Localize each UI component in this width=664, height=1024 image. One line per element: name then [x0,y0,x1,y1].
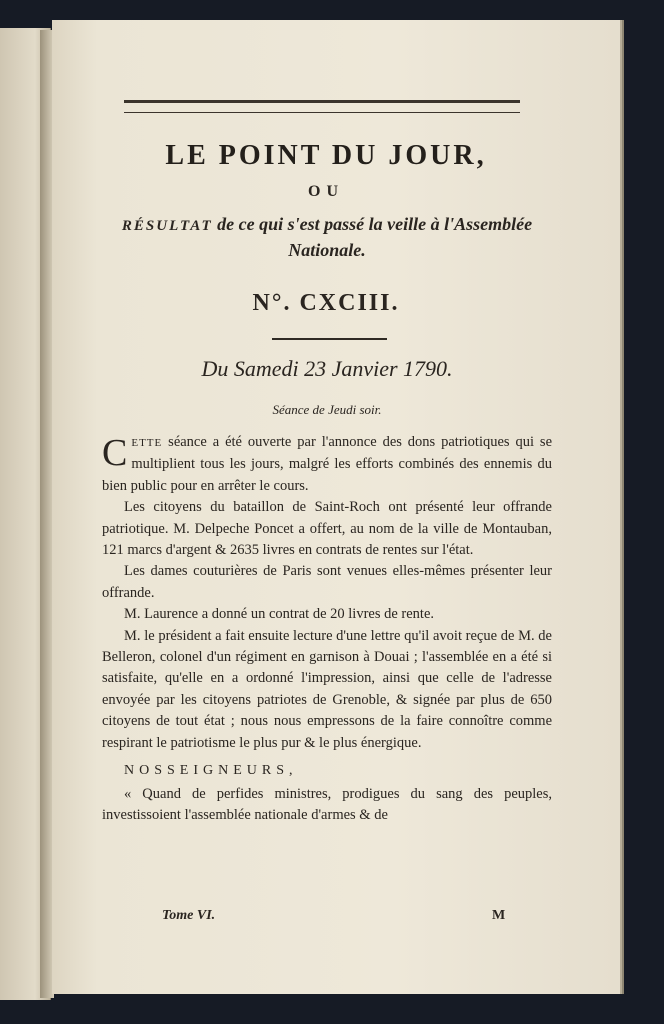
paragraph-5: M. le président a fait ensuite lecture d'une lettre qu'il avoit reçue de M. de Belleron, colonel d'un régiment en garnison à Douai ; l'assemblée en a été si satisfaite, qu'elle en a ordonné l'impression, ainsi que celle de l'adresse envoyée par les citoyens patriotes de Grenoble, & signée par plus de 650 citoyens de tout état ; nous nous empressons de la faire connoître comme respirant le patriotisme le plus pur & le plus énergique. [102,627,552,751]
volume-label: Tome VI. [162,908,216,923]
ornamental-rule [124,100,520,113]
paragraph-2: Les citoyens du bataillon de Saint-Roch ont présenté leur offrande patriotique. M. Delpeche Poncet a offert, au nom de la ville de Montauban, 121 marcs d'argent & 2635 livres en contrats de rentes sur l'état. [102,499,552,559]
article-body [102,432,552,826]
drop-cap: C [102,432,128,474]
issue-number: N°. CXCIII. [252,290,400,316]
paragraph-6: « Quand de perfides ministres, prodigues du sang des peuples, investissoient l'assemblée nationale d'armes & de [102,785,552,823]
paragraph-4: M. Laurence a donné un contrat de 20 livres de rente. [124,606,435,623]
drop-cap-lead: ETTE [131,437,163,449]
journal-subtitle [112,212,542,262]
paragraph-1 [102,432,552,497]
book-page [52,20,620,994]
subtitle-lead: RÉSULTAT [121,218,213,234]
journal-title: LE POINT DU JOUR, [165,140,487,171]
paragraph-3: Les dames couturières de Paris sont venues elles-mêmes présenter leur offrande. [102,563,552,601]
issue-date: Du Samedi 23 Janvier 1790. [201,356,453,381]
session-heading: Séance de Jeudi soir. [272,402,382,417]
signature-mark: M [492,908,506,923]
subtitle-rest: de ce qui s'est passé la veille à l'Assemblée Nationale. [217,214,533,260]
divider-rule [272,338,387,340]
paragraph-1-text: séance a été ouverte par l'annonce des dons patriotiques qui se multiplient tous les jours, malgré les efforts combinés des ennemis du bien public pour en arrêter le cours. [102,434,553,494]
title-conjunction: OU [308,183,344,200]
salutation: NOSSEIGNEURS, [124,763,298,779]
